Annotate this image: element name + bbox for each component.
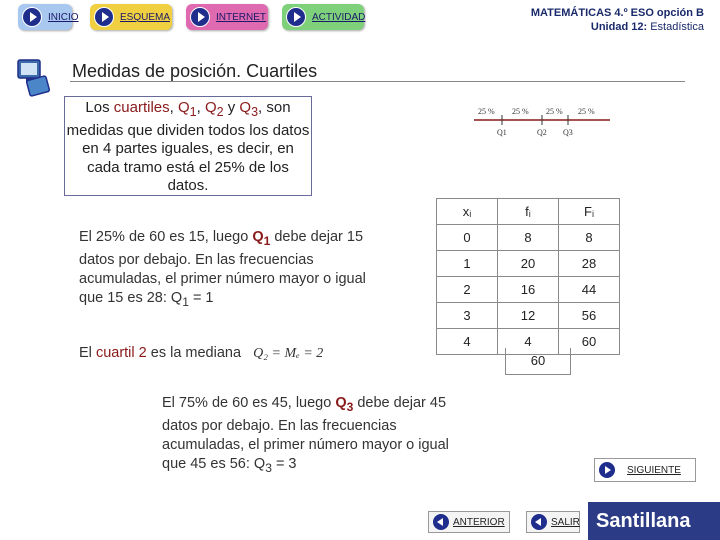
def-q1-sub: 1 bbox=[189, 105, 197, 119]
q3-explanation bbox=[162, 394, 462, 478]
quartile-diagram bbox=[472, 104, 612, 144]
definition-box: Los cuartiles, $Q_1$, $Q_2$ y $Q_3$, son medidas que dividen todos los datos en 4 partes iguales, es decir, en cada tramo está el 25% de los datos. bbox=[64, 96, 312, 196]
back-arrow-icon bbox=[433, 514, 449, 530]
def-pre: Los bbox=[85, 99, 110, 116]
frequency-table bbox=[436, 198, 620, 355]
diagram-pct-2: 25 % bbox=[512, 107, 529, 116]
q1-end: = 1 bbox=[192, 289, 214, 306]
play-icon bbox=[286, 7, 306, 27]
cell: 12 bbox=[498, 303, 559, 329]
unit-label: Unidad 12: bbox=[590, 21, 648, 33]
q1-explanation bbox=[79, 228, 384, 312]
brand-logo: Santillana bbox=[588, 502, 720, 540]
siguiente-button[interactable] bbox=[594, 458, 696, 482]
header-xi: xᵢ bbox=[437, 199, 498, 225]
salir-button[interactable] bbox=[526, 511, 580, 533]
def-q3-sub: 3 bbox=[251, 105, 259, 119]
q2-cuartil: cuartil 2 bbox=[95, 345, 147, 361]
inicio-label: INICIO bbox=[48, 11, 79, 23]
q3-end: = 3 bbox=[275, 455, 297, 472]
diagram-pct-4: 25 % bbox=[578, 107, 595, 116]
q3-post-sub: 3 bbox=[265, 460, 272, 475]
play-icon bbox=[22, 7, 42, 27]
q2-post: es la mediana bbox=[150, 345, 242, 361]
q3-q-sub: 3 bbox=[346, 399, 354, 414]
course-header bbox=[531, 6, 704, 34]
q2-pre: El bbox=[79, 345, 92, 361]
def-q1: Q bbox=[177, 99, 190, 116]
siguiente-label: SIGUIENTE bbox=[627, 464, 681, 476]
table-row bbox=[437, 225, 620, 251]
q1-post: debe dejar 15 datos por debajo. En las frecuencias acumuladas, el primer número mayor o igual que 15 es 28: Q bbox=[79, 229, 366, 306]
actividad-label: ACTIVIDAD bbox=[312, 11, 366, 23]
table-total: 60 bbox=[505, 348, 571, 375]
cell: 44 bbox=[559, 277, 620, 303]
def-q3: Q bbox=[239, 99, 252, 116]
cell: 2 bbox=[437, 277, 498, 303]
unit-name: Estadística bbox=[650, 21, 704, 33]
esquema-label: ESQUEMA bbox=[120, 11, 171, 23]
diagram-q3: Q3 bbox=[563, 128, 573, 137]
diagram-pct-3: 25 % bbox=[546, 107, 563, 116]
cell: 8 bbox=[559, 225, 620, 251]
q1-post-sub: 1 bbox=[182, 294, 189, 309]
play-icon bbox=[190, 7, 210, 27]
diagram-pct-1: 25 % bbox=[478, 107, 495, 116]
def-q2-sub: 2 bbox=[216, 105, 224, 119]
inicio-button[interactable] bbox=[18, 4, 79, 30]
q1-q-sub: 1 bbox=[263, 233, 271, 248]
esquema-button[interactable] bbox=[90, 4, 172, 30]
cell: 4 bbox=[498, 329, 559, 355]
diagram-q2: Q2 bbox=[537, 128, 547, 137]
def-q2: Q bbox=[204, 99, 217, 116]
title-divider bbox=[70, 81, 685, 82]
cell: 60 bbox=[559, 329, 620, 355]
exit-arrow-icon bbox=[531, 514, 547, 530]
q1-q: Q bbox=[252, 229, 264, 245]
anterior-label: ANTERIOR bbox=[453, 516, 505, 528]
def-cuartiles: cuartiles bbox=[113, 99, 170, 116]
play-icon bbox=[94, 7, 114, 27]
table-row bbox=[437, 303, 620, 329]
cell: 4 bbox=[437, 329, 498, 355]
table-row bbox=[437, 277, 620, 303]
internet-button[interactable] bbox=[186, 4, 268, 30]
next-arrow-icon bbox=[599, 462, 615, 478]
cell: 28 bbox=[559, 251, 620, 277]
q1-pre: El 25% de 60 es 15, luego bbox=[79, 229, 249, 245]
median-formula: Q₂ = Mₑ = 2 bbox=[253, 346, 324, 361]
q3-pre: El 75% de 60 es 45, luego bbox=[162, 395, 332, 411]
table-header-row bbox=[437, 199, 620, 225]
salir-label: SALIR bbox=[551, 516, 580, 528]
actividad-button[interactable] bbox=[282, 4, 364, 30]
diagram-q1: Q1 bbox=[497, 128, 507, 137]
monitor-icon bbox=[16, 58, 50, 98]
cell: 3 bbox=[437, 303, 498, 329]
table-row bbox=[437, 251, 620, 277]
internet-label: INTERNET bbox=[216, 11, 266, 23]
cell: 1 bbox=[437, 251, 498, 277]
header-fi: fᵢ bbox=[498, 199, 559, 225]
cell: 56 bbox=[559, 303, 620, 329]
cell: 8 bbox=[498, 225, 559, 251]
q2-explanation bbox=[79, 344, 379, 363]
def-y: y bbox=[227, 99, 236, 116]
cell: 16 bbox=[498, 277, 559, 303]
q3-post: debe dejar 45 datos por debajo. En las frecuencias acumuladas, el primer número mayor o igual que 45 es 56: Q bbox=[162, 395, 449, 472]
page-title: Medidas de posición. Cuartiles bbox=[72, 61, 318, 81]
def-rest: , son medidas que dividen todos los datos en 4 partes iguales, es decir, en cada tramo está el 25% de los datos. bbox=[66, 99, 310, 194]
header-Fi: Fᵢ bbox=[559, 199, 620, 225]
q3-q: Q bbox=[335, 395, 347, 411]
cell: 0 bbox=[437, 225, 498, 251]
anterior-button[interactable] bbox=[428, 511, 510, 533]
cell: 20 bbox=[498, 251, 559, 277]
course-title: MATEMÁTICAS 4.º ESO opción B bbox=[530, 7, 704, 19]
